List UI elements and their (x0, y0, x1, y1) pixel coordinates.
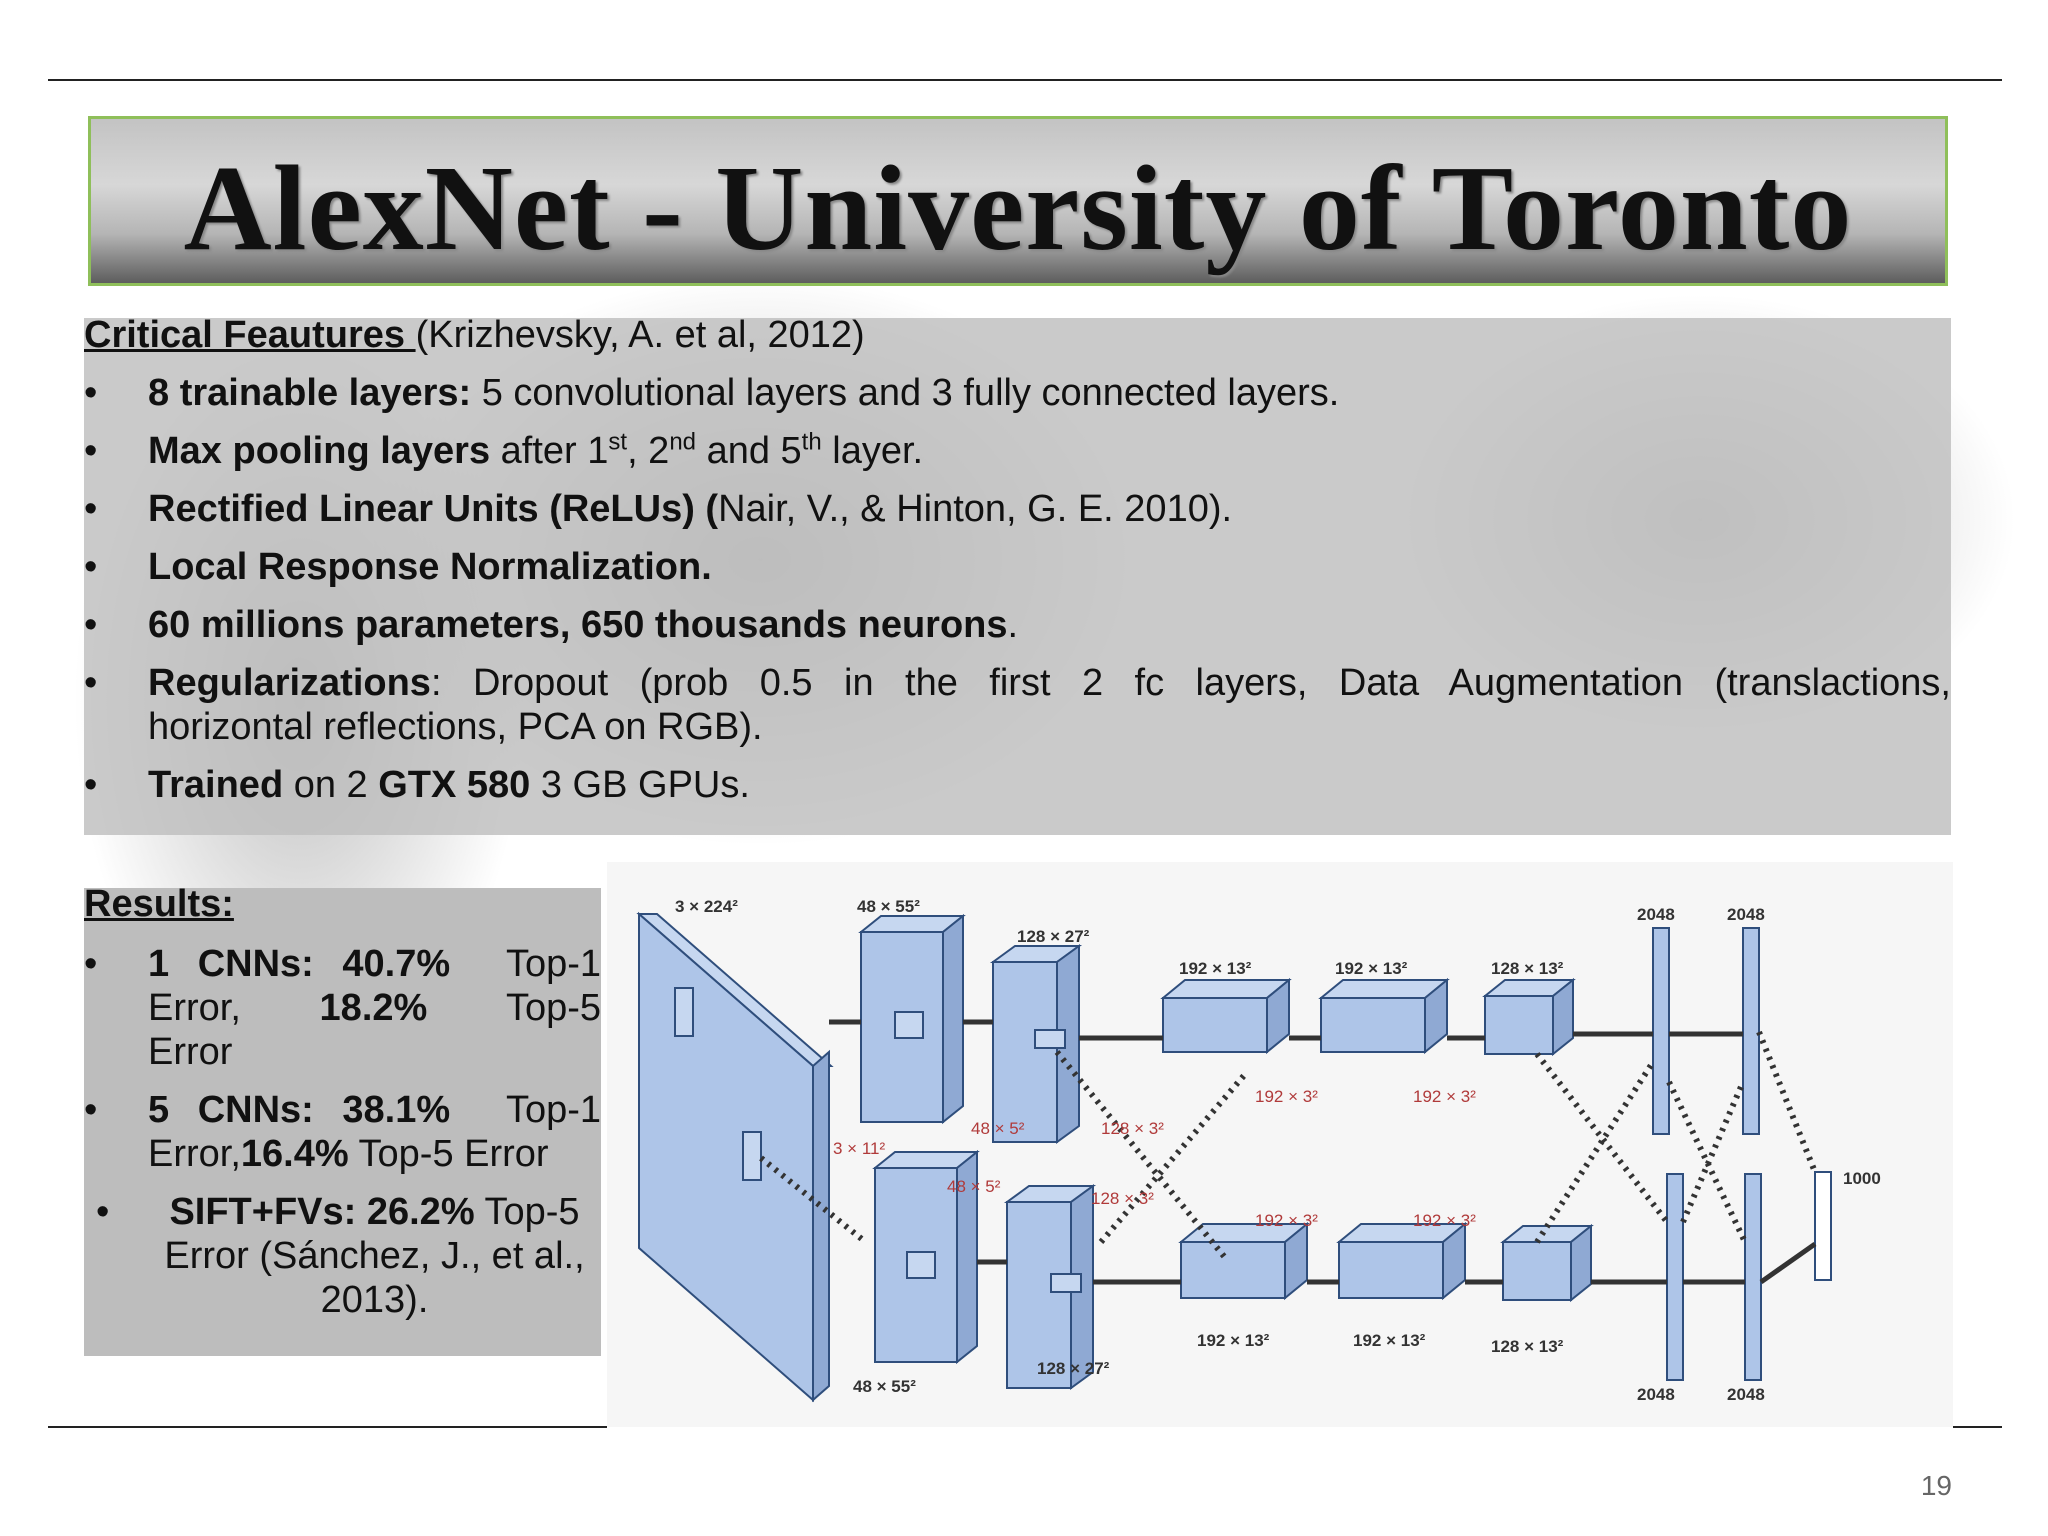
result-3-year: 2013). (320, 1279, 429, 1321)
result-1-top5: Top-5 (505, 987, 601, 1029)
kernel-5-bottom-label: 192 × 3² (1413, 1211, 1476, 1230)
conv1-bottom-label: 48 × 55² (853, 1377, 916, 1396)
page-number: 19 (1920, 1470, 1952, 1501)
bullet: • (84, 604, 98, 646)
features-heading-line (84, 312, 865, 358)
kernel-5-top-label: 192 × 3² (1413, 1087, 1476, 1106)
result-3-value: SIFT+FVs: 26.2% (169, 1191, 475, 1233)
kernel-1-label: 3 × 11² (833, 1139, 886, 1158)
dots-fc7-out (1759, 1032, 1815, 1172)
feature-3-bold: Rectified Linear Units (ReLUs) ( (148, 488, 719, 530)
slide-title: AlexNet - University of Toronto (183, 141, 1853, 276)
conv3-bottom-label: 192 × 13² (1197, 1331, 1270, 1350)
conv4-top-block (1321, 998, 1425, 1052)
conv1-top-kernel (895, 1012, 923, 1038)
result-2-error: Error, (148, 1133, 241, 1175)
result-2-top5-value: 16.4% (240, 1133, 349, 1175)
bullet: • (84, 488, 98, 530)
result-3-citation: Error (Sánchez, J., et al., (164, 1235, 585, 1277)
kernel-4-top-label: 192 × 3² (1255, 1087, 1318, 1106)
output-label: 1000 (1843, 1169, 1881, 1188)
bullet: • (96, 1191, 110, 1233)
feature-2-sup-2: nd (669, 428, 697, 456)
input-kernel-top (675, 988, 693, 1036)
feature-6-text-2: horizontal reflections, PCA on RGB). (148, 706, 763, 748)
dots-c5-fc6-cross-2 (1537, 1062, 1653, 1242)
result-1-error: Error, (148, 987, 241, 1029)
feature-7-text-mid: on 2 (283, 764, 379, 806)
architecture-svg (607, 862, 1953, 1427)
kernel-4-bottom-label: 192 × 3² (1255, 1211, 1318, 1230)
feature-7-text: 3 GB GPUs. (530, 764, 750, 806)
conv4-bottom-block (1339, 1242, 1443, 1298)
result-1-metric: Top-1 (505, 943, 601, 985)
conv4-bottom-label: 192 × 13² (1353, 1331, 1426, 1350)
results-heading: Results: (84, 883, 234, 925)
feature-2-text-c: and 5 (696, 430, 802, 472)
result-1-error-2: Error (148, 1031, 233, 1073)
conv2-top-block (993, 962, 1057, 1142)
features-citation: (Krizhevsky, A. et al, 2012) (415, 314, 865, 356)
fc6-top-label: 2048 (1637, 905, 1675, 924)
feature-2-text-a: after 1 (490, 430, 609, 472)
fc7-top (1743, 928, 1759, 1134)
bottom-rule-right (1953, 1426, 2002, 1428)
result-2-value: 5 CNNs: 38.1% (148, 1089, 451, 1131)
fc7-top-label: 2048 (1727, 905, 1765, 924)
feature-3-text: Nair, V., & Hinton, G. E. 2010). (718, 488, 1233, 530)
kernel-3-top-label: 128 × 3² (1101, 1119, 1164, 1138)
feature-2-sup-1: st (608, 428, 628, 456)
conv5-bottom-label: 128 × 13² (1491, 1337, 1564, 1356)
feature-1-bold: 8 trainable layers: (148, 372, 472, 414)
conv2-bottom-kernel (1051, 1274, 1081, 1292)
fc7-bottom-label: 2048 (1727, 1385, 1765, 1404)
bullet: • (84, 764, 98, 806)
alexnet-architecture-diagram (607, 862, 1953, 1427)
feature-5-text: . (1007, 604, 1019, 646)
fc6-bottom-label: 2048 (1637, 1385, 1675, 1404)
conv1-top-side (943, 916, 963, 1122)
result-2-metric: Top-1 (505, 1089, 601, 1131)
fc7-bottom (1745, 1174, 1761, 1380)
bottom-rule-left (48, 1426, 607, 1428)
conv5-bottom-block (1503, 1242, 1571, 1300)
output-layer (1815, 1172, 1831, 1280)
result-3-metric: Top-5 (474, 1191, 580, 1233)
results-heading-line (84, 882, 234, 926)
dots-c5-fc6-cross-1 (1537, 1054, 1667, 1222)
feature-2-bold: Max pooling layers (148, 430, 491, 472)
feature-2-sup-3: th (801, 428, 822, 456)
conv2-top-label: 128 × 27² (1017, 927, 1090, 946)
input-kernel-bottom (743, 1132, 761, 1180)
result-1-top5-value: 18.2% (319, 987, 428, 1029)
conn-fc7-out (1761, 1244, 1815, 1282)
conv5-top-label: 128 × 13² (1491, 959, 1564, 978)
bullet: • (84, 1089, 98, 1131)
feature-7-bold-1: Trained (148, 764, 284, 806)
feature-1-text: 5 convolutional layers and 3 fully connected layers. (471, 372, 1340, 414)
bullet: • (84, 662, 98, 704)
features-heading: Critical Feautures (84, 314, 416, 356)
bullet: • (84, 430, 98, 472)
feature-5-bold: 60 millions parameters, 650 thousands neurons (148, 604, 1008, 646)
kernel-3-bottom-label: 128 × 3² (1091, 1189, 1154, 1208)
result-1-value: 1 CNNs: 40.7% (148, 943, 451, 985)
feature-4-bold: Local Response Normalization. (148, 546, 712, 588)
kernel-2-top-label: 48 × 5² (971, 1119, 1025, 1138)
bullet: • (84, 943, 98, 985)
conv3-bottom-block (1181, 1242, 1285, 1298)
top-rule (48, 79, 2002, 81)
dots-fc6-fc7-cross-2 (1683, 1082, 1743, 1222)
conv4-top-label: 192 × 13² (1335, 959, 1408, 978)
conv3-top-label: 192 × 13² (1179, 959, 1252, 978)
input-block-side (813, 1052, 829, 1400)
fc6-bottom (1667, 1174, 1683, 1380)
dots-c2-c3-cross-2 (1101, 1072, 1247, 1242)
conv2-top-kernel (1035, 1030, 1065, 1048)
conv2-bottom-label: 128 × 27² (1037, 1359, 1110, 1378)
conv1-bottom-kernel (907, 1252, 935, 1278)
result-2-top5: Top-5 Error (348, 1133, 549, 1175)
conv5-top-block (1485, 996, 1553, 1054)
feature-6-bold: Regularizations (148, 662, 431, 704)
feature-2-text-b: , 2 (627, 430, 670, 472)
bullet: • (84, 372, 98, 414)
bullet: • (84, 546, 98, 588)
feature-2-text-d: layer. (821, 430, 924, 472)
input-label: 3 × 224² (675, 897, 738, 916)
feature-7-bold-2: GTX 580 (378, 764, 531, 806)
conv1-top-label: 48 × 55² (857, 897, 920, 916)
fc6-top (1653, 928, 1669, 1134)
feature-6-text: : Dropout (prob 0.5 in the first 2 fc layers, Data Augmentation (translactions, (430, 662, 1951, 704)
kernel-2-bottom-label: 48 × 5² (947, 1177, 1001, 1196)
title-banner (88, 116, 1948, 286)
conv3-top-block (1163, 998, 1267, 1052)
